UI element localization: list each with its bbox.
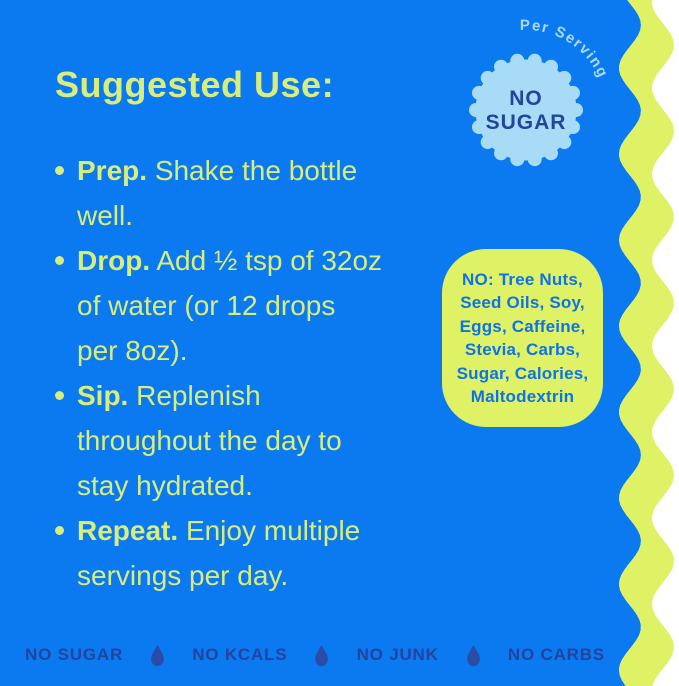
bullet-body: Replenish throughout the day to stay hydrated.: [77, 380, 342, 501]
list-item-repeat: [55, 508, 447, 598]
bullet-dot: [55, 526, 64, 535]
bullet-dot: [55, 391, 64, 400]
list-item-text: [77, 148, 357, 238]
bullet-lead: Prep.: [77, 155, 148, 186]
list-item-drop: [55, 238, 447, 373]
benefit-label-no-junk: NO JUNK: [356, 645, 439, 664]
list-item-prep: [55, 148, 447, 238]
water-drop-icon: [313, 644, 330, 667]
list-item-text: [77, 238, 382, 373]
benefit-label-no-carbs: NO CARBS: [507, 645, 605, 664]
benefit-label-no-sugar: NO SUGAR: [25, 645, 124, 664]
list-item-sip: [55, 373, 447, 508]
badge-line-1: NO: [509, 87, 543, 110]
bullet-body: Shake the bottle well.: [77, 155, 358, 231]
bullet-lead: Sip.: [77, 380, 129, 411]
bullet-lead: Repeat.: [77, 515, 179, 546]
water-drop-icon: [465, 644, 482, 667]
suggested-use-list: [55, 148, 447, 598]
benefit-label-no-kcals: NO KCALS: [192, 645, 288, 664]
list-item-text: [77, 373, 342, 508]
bullet-body: Enjoy multiple servings per day.: [77, 515, 361, 591]
list-item-text: [77, 508, 360, 598]
allergen-free-text: NO: Tree Nuts, Seed Oils, Soy, Eggs, Caffeine, Stevia, Carbs, Sugar, Calories, Maltodextrin: [456, 269, 589, 406]
water-drop-icon: [149, 644, 166, 667]
benefits-strip: [25, 640, 605, 670]
page-title: Suggested Use:: [55, 64, 335, 105]
no-sugar-badge: [440, 8, 625, 178]
bullet-body: Add ½ tsp of 32oz of water (or 12 drops per 8oz).: [77, 245, 383, 366]
scalloped-seal-icon: [469, 54, 583, 166]
per-serving-arc-label: Per Serving: [519, 16, 612, 82]
bullet-dot: [55, 256, 64, 265]
bullet-dot: [55, 166, 64, 175]
allergen-free-box: [442, 249, 603, 427]
bullet-lead: Drop.: [77, 245, 151, 276]
badge-line-2: SUGAR: [485, 111, 567, 134]
